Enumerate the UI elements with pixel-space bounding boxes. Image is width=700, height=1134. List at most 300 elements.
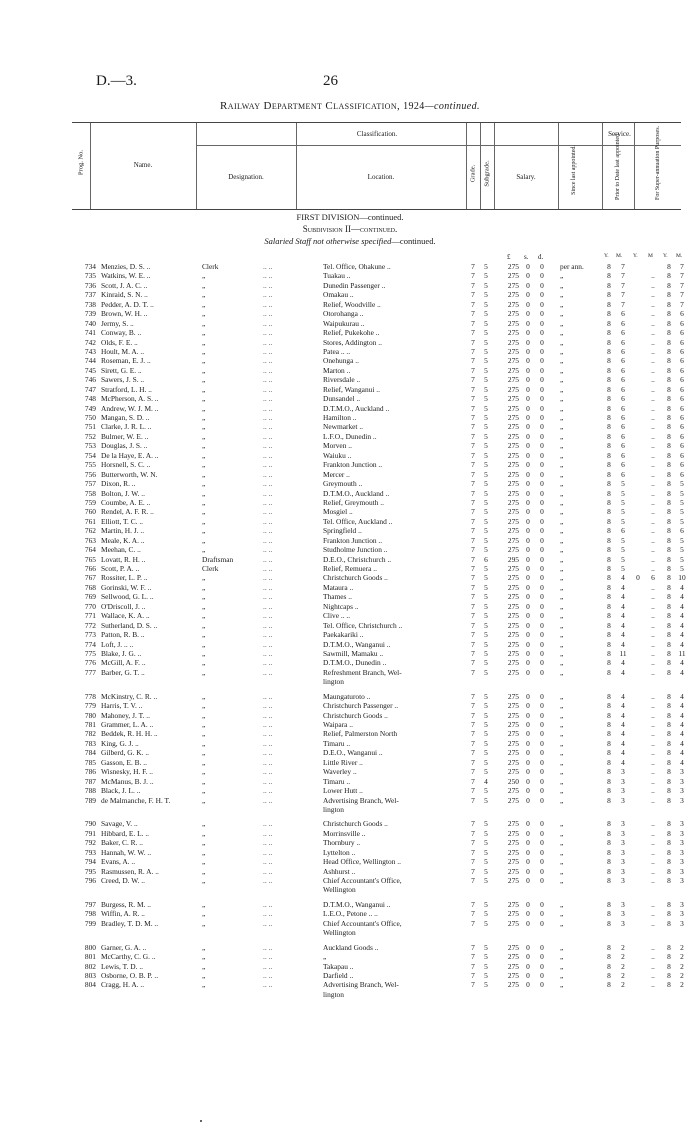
cell-sal: 275 [507,535,519,545]
cell-m2: .. [651,776,655,786]
cell-y1: 8 [607,738,611,748]
table-row [0,338,700,347]
cell-sal: 275 [507,918,519,928]
cell-m1: 6 [621,337,625,347]
cell-name: Jermy, S. .. [101,318,134,328]
cell-y3: 8 [667,729,671,739]
cell-name: Gasson, E. B. .. [101,757,147,767]
cell-m3: 3 [680,776,684,786]
cell-no: 764 [84,545,96,555]
cell-sal: 275 [507,819,519,829]
cell-des: „ [202,460,206,470]
cell-loc: lington [323,989,344,999]
cell-des: „ [202,876,206,885]
title-text: Railway Department Classification, [220,100,401,112]
table-row [0,692,700,701]
cell-y1: 8 [607,970,611,980]
cell-no: 770 [84,601,96,611]
cell-no: 801 [84,952,96,962]
leader-dots: .. .. [263,441,273,451]
cell-des: Draftsman [202,554,234,564]
cell-m2: .. [651,876,655,885]
cell-des: „ [202,639,206,649]
cell-s: 0 [526,970,530,980]
cell-per: „ [560,441,564,451]
cell-gr: 7 [471,648,475,658]
leader-dots: .. .. [263,271,273,281]
cell-per: „ [560,280,564,290]
cell-per: „ [560,970,564,980]
cell-y3: 8 [667,262,671,271]
table-row [0,867,700,876]
cell-s: 0 [526,271,530,281]
cell-y3: 8 [667,701,671,711]
cell-sal: 275 [507,328,519,338]
cell-m1: 5 [621,479,625,489]
cell-des: „ [202,828,206,838]
cell-m1: 4 [621,601,625,611]
table-row [0,711,700,720]
cell-gr: 7 [471,450,475,460]
cell-s: 0 [526,375,530,385]
leader-dots: .. .. [263,309,273,319]
service-header: Service. [608,130,631,138]
cell-name: Gorinski, W. F. .. [101,582,152,592]
cell-y1: 8 [607,299,611,309]
cell-name: Butterworth, W. N. [101,469,158,479]
cell-y3: 8 [667,337,671,347]
cell-s: 0 [526,526,530,536]
cell-no: 788 [84,786,96,796]
cell-loc: Thornbury .. [323,838,361,848]
cell-name: Watkins, W. E. .. [101,271,151,281]
cell-gr: 7 [471,290,475,300]
cell-sal: 275 [507,828,519,838]
cell-name: Hannah, W. W. .. [101,847,152,857]
cell-y1: 8 [607,516,611,526]
cell-name: Osborne, O. B. P. .. [101,970,159,980]
designation-header: Designation. [228,173,264,181]
cell-y1: 8 [607,786,611,796]
cell-loc: Christchurch Goods .. [323,819,388,829]
cell-m1: 5 [621,545,625,555]
cell-y1: 8 [607,545,611,555]
cell-no: 736 [84,280,96,290]
cell-m2: .. [651,280,655,290]
cell-m3: 11 [678,648,686,658]
cell-m2: .. [651,786,655,796]
cell-m3: 6 [680,526,684,536]
cell-sal: 275 [507,356,519,366]
grade-header: Grade. [469,164,477,183]
cell-loc: Dunedin Passenger .. [323,280,386,290]
cell-loc: L.F.O., Dunedin .. [323,431,377,441]
cell-m1: 6 [621,356,625,366]
cell-des: „ [202,611,206,621]
cell-per: „ [560,857,564,867]
cell-m1: 6 [621,328,625,338]
cell-m2: .. [651,516,655,526]
cell-m2: .. [651,526,655,536]
cell-no: 748 [84,394,96,404]
cell-m1: 6 [621,384,625,394]
cell-sal: 295 [507,554,519,564]
cell-m1: 3 [621,847,625,857]
cell-m3: 4 [680,710,684,720]
cell-m3: 5 [680,479,684,489]
cell-name: Sirett, G. E. .. [101,365,142,375]
cell-s: 0 [526,422,530,432]
cell-y3: 8 [667,413,671,422]
cell-sg: 5 [484,970,488,980]
cell-sal: 275 [507,318,519,328]
cell-m1: 5 [621,516,625,526]
cell-per: „ [560,526,564,536]
cell-name: Patton, R. B. .. [101,630,145,640]
cell-des: „ [202,479,206,489]
cell-m2: .. [651,375,655,385]
table-row [0,701,700,710]
cell-loc: lington [323,677,344,687]
cell-loc: Christchurch Goods .. [323,573,388,583]
cell-sg: 5 [484,365,488,375]
leader-dots: .. .. [263,431,273,441]
cell-y3: 8 [667,961,671,971]
cell-y1: 8 [607,413,611,422]
cell-y1: 8 [607,309,611,319]
cell-m3: 6 [680,403,684,413]
cell-des: „ [202,961,206,971]
cell-m2: .. [651,838,655,848]
cell-gr: 7 [471,507,475,517]
cell-m1: 2 [621,961,625,971]
cell-s: 0 [526,497,530,507]
cell-y3: 8 [667,611,671,621]
cell-sg: 5 [484,866,488,876]
cell-per: „ [560,658,564,668]
table-row [0,739,700,748]
cell-sal: 275 [507,899,519,909]
table-row [0,404,700,413]
cell-s: 0 [526,639,530,649]
cell-sg: 5 [484,450,488,460]
cell-des: „ [202,535,206,545]
cell-d: 0 [540,639,544,649]
cell-s: 0 [526,573,530,583]
leader-dots: .. .. [263,328,273,338]
cell-gr: 7 [471,422,475,432]
cell-d: 0 [540,479,544,489]
cell-y3: 8 [667,648,671,658]
cell-m2: .. [651,271,655,281]
cell-per: „ [560,337,564,347]
staff-heading-cont: —continued. [391,236,436,246]
cell-m1: 4 [621,701,625,711]
cell-m2: .. [651,866,655,876]
cell-m3: 4 [680,667,684,677]
cell-loc: Frankton Junction .. [323,460,383,470]
leader-dots: .. .. [263,767,273,777]
cell-des: „ [202,422,206,432]
leader-dots: .. .. [263,980,273,990]
cell-per: „ [560,384,564,394]
table-row [0,796,700,805]
cell-m2: .. [651,309,655,319]
cell-y3: 8 [667,318,671,328]
cell-sal: 275 [507,611,519,621]
cell-m3: 4 [680,738,684,748]
cell-s: 0 [526,337,530,347]
table-row [0,536,700,545]
cell-s: 0 [526,413,530,422]
cell-sal: 275 [507,346,519,356]
cell-loc: Springfield .. [323,526,362,536]
cell-y3: 8 [667,909,671,919]
cell-m3: 3 [680,857,684,867]
cell-name: Wiffin, A. R. .. [101,909,145,919]
cell-name: Sellwood, G. L. .. [101,592,154,602]
cell-des: „ [202,648,206,658]
cell-sal: 275 [507,582,519,592]
cell-loc: D.T.M.O., Auckland .. [323,488,390,498]
cell-m2: .. [651,828,655,838]
cell-m2: .. [651,795,655,805]
cell-sal: 275 [507,526,519,536]
cell-d: 0 [540,620,544,630]
leader-dots: .. .. [263,526,273,536]
cell-y1: 8 [607,488,611,498]
cell-name: Garner, G. A. .. [101,942,147,952]
cell-m3: 4 [680,639,684,649]
cell-m2: .. [651,819,655,829]
cell-name: King, G. J. .. [101,738,139,748]
cell-no: 755 [84,460,96,470]
cell-y1: 8 [607,271,611,281]
cell-m3: 3 [680,795,684,805]
table-row [0,451,700,460]
cell-y3: 8 [667,720,671,729]
leader-dots: .. .. [263,909,273,919]
cell-m2: .. [651,658,655,668]
cell-gr: 7 [471,346,475,356]
cell-d: 0 [540,346,544,356]
cell-des: „ [202,403,206,413]
cell-per: „ [560,545,564,555]
cell-sg: 5 [484,441,488,451]
cell-loc: Dunsandel .. [323,394,361,404]
cell-s: 0 [526,479,530,489]
cell-des: „ [202,866,206,876]
cell-d: 0 [540,545,544,555]
cell-per: „ [560,422,564,432]
cell-gr: 7 [471,786,475,796]
table-row [0,952,700,961]
cell-no: 800 [84,942,96,952]
cell-m3: 3 [680,866,684,876]
leader-dots: .. .. [263,554,273,564]
cell-gr: 7 [471,545,475,555]
cell-s: 0 [526,262,530,271]
table-row [0,319,700,328]
cell-m1: 3 [621,786,625,796]
cell-loc: Chief Accountant's Office, [323,876,402,885]
cell-m2: .. [651,394,655,404]
cell-y3: 8 [667,469,671,479]
cell-m1: 4 [621,658,625,668]
cell-sg: 5 [484,748,488,758]
cell-m3: 4 [680,582,684,592]
cell-name: Olds, F. E. .. [101,337,138,347]
cell-name: Mangan, S. D. .. [101,413,150,422]
cell-loc: Christchurch Passenger .. [323,701,399,711]
cell-loc: D.T.M.O., Wanganui .. [323,639,391,649]
cell-y3: 8 [667,838,671,848]
cell-s: 0 [526,356,530,366]
table-row-continuation [0,928,700,937]
cell-m2: .. [651,441,655,451]
cell-sg: 5 [484,488,488,498]
cell-m2: .. [651,413,655,422]
cell-m1: 6 [621,431,625,441]
cell-sal: 275 [507,592,519,602]
cell-no: 787 [84,776,96,786]
cell-s: 0 [526,394,530,404]
cell-name: Beddek, R. H. H. .. [101,729,158,739]
year-unit-3: Y. [663,253,668,259]
cell-sg: 5 [484,346,488,356]
cell-m2: .. [651,365,655,375]
cell-loc: „ [323,952,327,962]
cell-s: 0 [526,961,530,971]
table-row [0,592,700,601]
cell-no: 795 [84,866,96,876]
cell-no: 804 [84,980,96,990]
cell-m1: 11 [619,648,627,658]
prior-header: Prior to Date last appointed. [615,132,621,200]
cell-sal: 275 [507,786,519,796]
cell-d: 0 [540,748,544,758]
cell-m3: 4 [680,592,684,602]
cell-y1: 8 [607,535,611,545]
cell-sal: 275 [507,909,519,919]
cell-d: 0 [540,413,544,422]
cell-loc: Relief, Palmerston North [323,729,398,739]
cell-s: 0 [526,582,530,592]
leader-dots: .. .. [263,356,273,366]
cell-m1: 6 [621,365,625,375]
cell-m3: 3 [680,819,684,829]
cell-sal: 275 [507,980,519,990]
cell-loc: Mercer .. [323,469,350,479]
cell-s: 0 [526,630,530,640]
cell-m2: .. [651,738,655,748]
superannuation-header: For Super-annuation Purposes. [655,125,661,200]
cell-y3: 8 [667,346,671,356]
cell-y1: 8 [607,497,611,507]
cell-y1: 8 [607,701,611,711]
cell-y1: 8 [607,952,611,962]
cell-sg: 5 [484,667,488,677]
cell-name: Horsnell, S. C. .. [101,460,151,470]
table-row [0,394,700,403]
leader-dots: .. .. [263,970,273,980]
cell-d: 0 [540,403,544,413]
leader-dots: .. .. [263,479,273,489]
cell-name: Hoult, M. A. .. [101,346,145,356]
cell-s: 0 [526,828,530,838]
cell-sal: 275 [507,469,519,479]
cell-s: 0 [526,838,530,848]
cell-loc: Nightcaps .. [323,601,359,611]
cell-per: per ann. [560,262,584,271]
cell-no: 782 [84,729,96,739]
cell-gr: 7 [471,611,475,621]
cell-sg: 5 [484,318,488,328]
cell-m3: 5 [680,564,684,573]
table-row-continuation [0,885,700,894]
cell-sal: 275 [507,691,519,701]
table-row [0,413,700,422]
cell-sg: 5 [484,611,488,621]
cell-s: 0 [526,757,530,767]
cell-y1: 8 [607,328,611,338]
cell-des: „ [202,356,206,366]
table-row [0,909,700,918]
cell-s: 0 [526,545,530,555]
cell-sg: 5 [484,328,488,338]
cell-gr: 7 [471,309,475,319]
cell-loc: Stores, Addington .. [323,337,382,347]
cell-des: „ [202,620,206,630]
cell-m3: 3 [680,876,684,885]
cell-s: 0 [526,720,530,729]
cell-y1: 8 [607,795,611,805]
cell-m1: 4 [621,748,625,758]
cell-no: 753 [84,441,96,451]
cell-y1: 8 [607,776,611,786]
cell-gr: 7 [471,776,475,786]
table-row [0,432,700,441]
cell-sal: 275 [507,952,519,962]
cell-des: „ [202,290,206,300]
cell-name: Rasmussen, R. A. .. [101,866,159,876]
cell-des: „ [202,582,206,592]
cell-m2: .. [651,507,655,517]
cell-name: Scott, P. A. .. [101,564,140,573]
cell-name: Bolton, J. W. .. [101,488,145,498]
cell-gr: 7 [471,441,475,451]
cell-m2: .. [651,582,655,592]
cell-d: 0 [540,441,544,451]
leader-dots: .. .. [263,611,273,621]
cell-no: 773 [84,630,96,640]
cell-y3: 8 [667,630,671,640]
year-unit-1: Y. [604,253,609,259]
cell-m2: .. [651,337,655,347]
cell-m1: 3 [621,899,625,909]
cell-des: „ [202,280,206,290]
table-row [0,748,700,757]
cell-des: „ [202,365,206,375]
cell-m3: 4 [680,601,684,611]
name-header: Name. [133,161,153,169]
cell-sal: 275 [507,422,519,432]
cell-y3: 8 [667,507,671,517]
cell-loc: Mosgiel .. [323,507,353,517]
cell-y1: 8 [607,748,611,758]
cell-d: 0 [540,375,544,385]
cell-m2: .. [651,909,655,919]
